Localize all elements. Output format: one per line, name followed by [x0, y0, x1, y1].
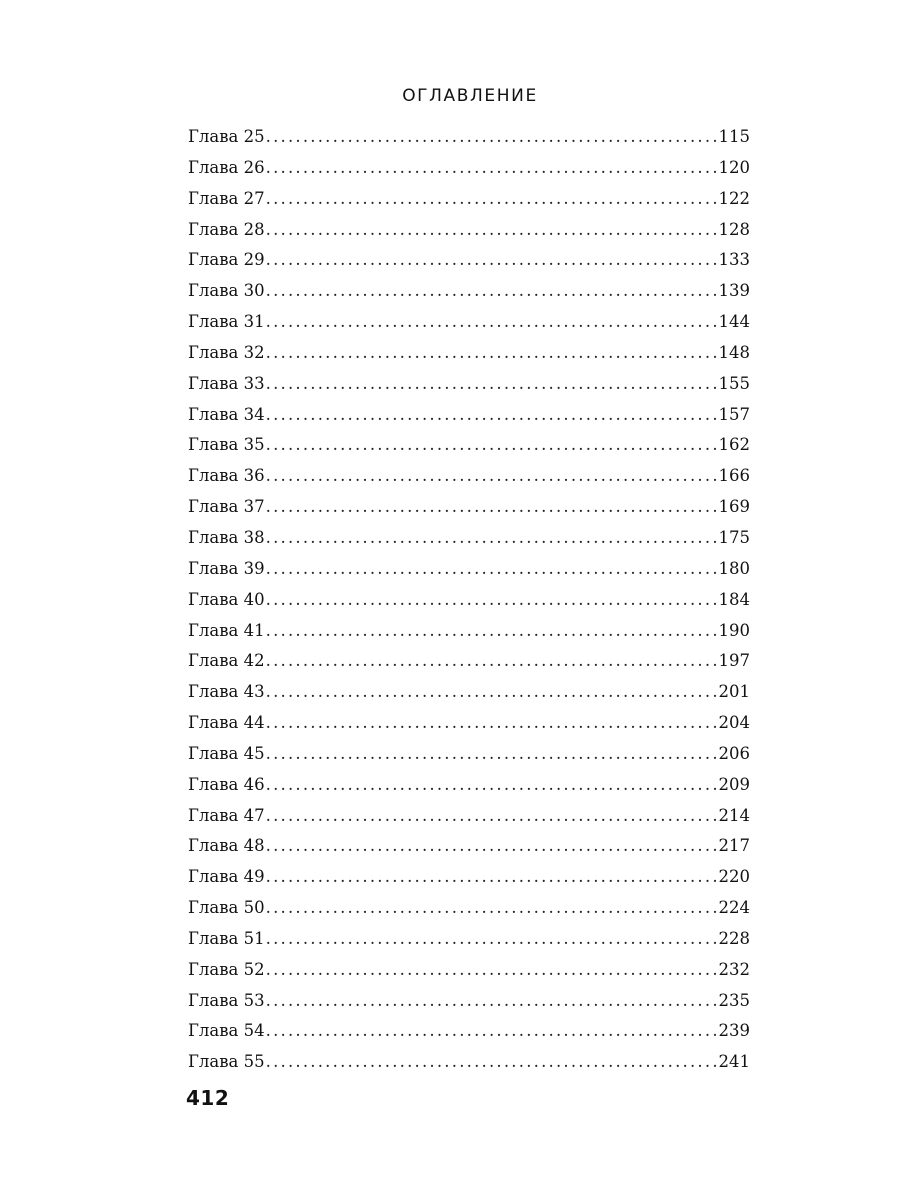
dot-leader: [266, 646, 717, 677]
toc-entry: [188, 739, 750, 770]
toc-entry-page: 122: [718, 188, 750, 208]
toc-entry-page: 201: [718, 682, 750, 702]
dot-leader: [266, 122, 717, 153]
toc-entry-label: Глава 52: [188, 959, 265, 979]
toc-entry-page: 228: [718, 928, 750, 948]
dot-leader: [266, 616, 717, 647]
toc-entry: [188, 831, 750, 862]
toc-entry-page: 224: [718, 898, 750, 918]
toc-entry-page: 155: [718, 373, 750, 393]
toc-entry-page: 232: [718, 959, 750, 979]
toc-entry-label: Глава 47: [188, 805, 265, 825]
dot-leader: [266, 245, 717, 276]
toc-entry-page: 204: [718, 713, 750, 733]
toc-entry: [188, 492, 750, 523]
toc-entry-page: 184: [718, 589, 750, 609]
toc-entry-label: Глава 29: [188, 250, 265, 270]
toc-entry: [188, 924, 750, 955]
toc-entry-page: 139: [718, 281, 750, 301]
table-of-contents: [188, 122, 750, 1078]
dot-leader: [266, 153, 717, 184]
toc-entry: [188, 523, 750, 554]
toc-entry-label: Глава 42: [188, 651, 265, 671]
toc-entry: [188, 153, 750, 184]
dot-leader: [266, 307, 717, 338]
toc-entry: [188, 801, 750, 832]
dot-leader: [266, 554, 717, 585]
toc-entry: [188, 1016, 750, 1047]
toc-entry-page: 157: [718, 404, 750, 424]
dot-leader: [266, 770, 717, 801]
dot-leader: [266, 955, 717, 986]
toc-entry-label: Глава 49: [188, 867, 265, 887]
page-number: 412: [186, 1086, 230, 1110]
toc-entry: [188, 307, 750, 338]
dot-leader: [266, 492, 717, 523]
toc-entry-label: Глава 44: [188, 713, 265, 733]
dot-leader: [266, 1047, 717, 1078]
toc-entry: [188, 369, 750, 400]
dot-leader: [266, 523, 717, 554]
toc-entry: [188, 955, 750, 986]
toc-entry: [188, 554, 750, 585]
toc-entry: [188, 400, 750, 431]
toc-entry-label: Глава 38: [188, 527, 265, 547]
toc-entry-label: Глава 54: [188, 1021, 265, 1041]
toc-entry-label: Глава 26: [188, 157, 265, 177]
toc-entry-label: Глава 36: [188, 466, 265, 486]
toc-entry-label: Глава 48: [188, 836, 265, 856]
toc-entry: [188, 646, 750, 677]
toc-entry-page: 162: [718, 435, 750, 455]
toc-entry-label: Глава 39: [188, 558, 265, 578]
toc-entry-label: Глава 51: [188, 928, 265, 948]
toc-entry: [188, 245, 750, 276]
dot-leader: [266, 831, 717, 862]
toc-entry: [188, 893, 750, 924]
toc-entry-page: 241: [718, 1052, 750, 1072]
toc-entry-label: Глава 25: [188, 127, 265, 146]
toc-entry-label: Глава 27: [188, 188, 265, 208]
toc-entry: [188, 430, 750, 461]
page-title: ОГЛАВЛЕНИЕ: [402, 86, 538, 106]
dot-leader: [266, 276, 717, 307]
dot-leader: [266, 215, 717, 246]
toc-entry: [188, 616, 750, 647]
toc-entry: [188, 585, 750, 616]
dot-leader: [266, 862, 717, 893]
dot-leader: [266, 677, 717, 708]
toc-entry-label: Глава 34: [188, 404, 265, 424]
toc-entry-label: Глава 30: [188, 281, 265, 301]
toc-entry-page: 115: [718, 127, 750, 146]
dot-leader: [266, 585, 717, 616]
toc-entry-page: 175: [718, 527, 750, 547]
toc-entry-page: 128: [718, 219, 750, 239]
toc-entry-page: 133: [718, 250, 750, 270]
toc-entry-page: 209: [718, 774, 750, 794]
toc-entry-label: Глава 33: [188, 373, 265, 393]
toc-entry: [188, 122, 750, 153]
toc-entry-page: 214: [718, 805, 750, 825]
toc-entry-label: Глава 28: [188, 219, 265, 239]
toc-entry-page: 217: [718, 836, 750, 856]
toc-entry-label: Глава 31: [188, 312, 265, 332]
toc-entry-page: 197: [718, 651, 750, 671]
dot-leader: [266, 1016, 717, 1047]
toc-entry-label: Глава 37: [188, 497, 265, 517]
dot-leader: [266, 184, 717, 215]
toc-entry-label: Глава 50: [188, 898, 265, 918]
toc-entry-label: Глава 43: [188, 682, 265, 702]
toc-entry-label: Глава 46: [188, 774, 265, 794]
dot-leader: [266, 924, 717, 955]
toc-entry: [188, 276, 750, 307]
toc-entry-page: 148: [718, 342, 750, 362]
toc-entry-label: Глава 55: [188, 1052, 265, 1072]
dot-leader: [266, 369, 717, 400]
toc-entry: [188, 708, 750, 739]
toc-entry: [188, 1047, 750, 1078]
dot-leader: [266, 708, 717, 739]
toc-entry-page: 180: [718, 558, 750, 578]
toc-entry-page: 220: [718, 867, 750, 887]
toc-entry: [188, 461, 750, 492]
dot-leader: [266, 739, 717, 770]
toc-entry-label: Глава 53: [188, 990, 265, 1010]
toc-entry-label: Глава 32: [188, 342, 265, 362]
toc-entry-page: 144: [718, 312, 750, 332]
toc-entry: [188, 770, 750, 801]
toc-entry: [188, 677, 750, 708]
toc-entry-page: 166: [718, 466, 750, 486]
dot-leader: [266, 986, 717, 1017]
toc-entry-page: 206: [718, 743, 750, 763]
dot-leader: [266, 893, 717, 924]
toc-entry-page: 190: [718, 620, 750, 640]
toc-entry: [188, 215, 750, 246]
toc-entry-page: 235: [718, 990, 750, 1010]
toc-entry: [188, 338, 750, 369]
toc-entry: [188, 184, 750, 215]
toc-entry: [188, 862, 750, 893]
toc-entry-page: 120: [718, 157, 750, 177]
dot-leader: [266, 338, 717, 369]
toc-entry-label: Глава 40: [188, 589, 265, 609]
toc-entry-label: Глава 45: [188, 743, 265, 763]
toc-entry-page: 169: [718, 497, 750, 517]
dot-leader: [266, 801, 717, 832]
toc-entry-page: 239: [718, 1021, 750, 1041]
dot-leader: [266, 461, 717, 492]
dot-leader: [266, 430, 717, 461]
toc-entry-label: Глава 35: [188, 435, 265, 455]
toc-entry-label: Глава 41: [188, 620, 265, 640]
toc-entry: [188, 986, 750, 1017]
dot-leader: [266, 400, 717, 431]
